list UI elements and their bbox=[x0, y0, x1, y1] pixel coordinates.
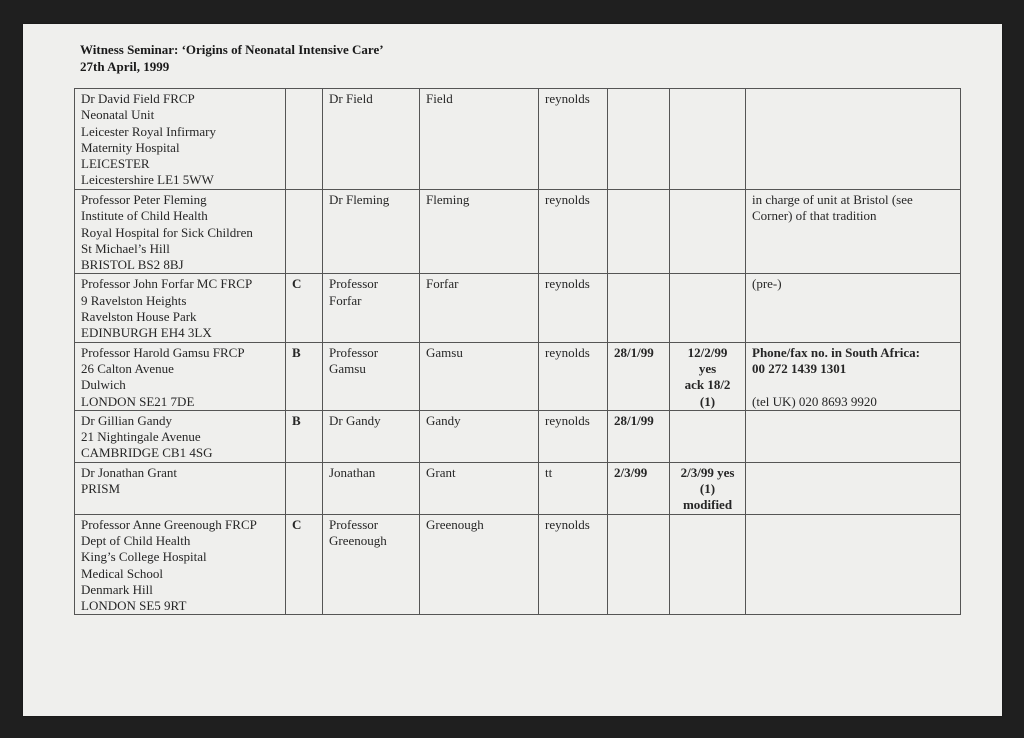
notes-cell bbox=[746, 410, 961, 462]
address-cell bbox=[75, 342, 286, 410]
reply-line: (1) bbox=[699, 481, 716, 497]
address-line: Medical School bbox=[81, 565, 163, 581]
address-cell bbox=[75, 410, 286, 462]
notes-line: Corner) of that tradition bbox=[752, 208, 877, 224]
address-line: Neonatal Unit bbox=[81, 107, 155, 123]
salutation-cell bbox=[323, 514, 420, 615]
surname-cell: Forfar bbox=[420, 274, 539, 342]
notes-cell bbox=[746, 462, 961, 514]
reply-cell bbox=[670, 274, 746, 342]
date-sent-cell bbox=[608, 514, 670, 615]
address-line: CAMBRIDGE CB1 4SG bbox=[81, 445, 213, 461]
table-row bbox=[75, 342, 961, 410]
address-line: 26 Calton Avenue bbox=[81, 360, 174, 376]
salutation-line: Greenough bbox=[329, 532, 387, 548]
salutation-cell bbox=[323, 462, 420, 514]
address-line: Dr David Field FRCP bbox=[81, 91, 195, 106]
date-sent-cell: 28/1/99 bbox=[608, 342, 670, 410]
address-cell bbox=[75, 89, 286, 190]
table-row bbox=[75, 514, 961, 615]
category-cell: B bbox=[286, 342, 323, 410]
category-cell: C bbox=[286, 274, 323, 342]
table-row bbox=[75, 89, 961, 190]
date-sent-cell: 28/1/99 bbox=[608, 410, 670, 462]
address-line: King’s College Hospital bbox=[81, 549, 207, 565]
surname-cell: Fleming bbox=[420, 190, 539, 274]
address-line: Institute of Child Health bbox=[81, 208, 208, 224]
table-row bbox=[75, 410, 961, 462]
reply-line: (1) bbox=[699, 393, 716, 409]
address-line: Professor Harold Gamsu FRCP bbox=[81, 344, 245, 360]
address-cell bbox=[75, 190, 286, 274]
category-cell bbox=[286, 462, 323, 514]
contact-cell: reynolds bbox=[539, 342, 608, 410]
salutation-line: Gamsu bbox=[329, 360, 366, 376]
surname-cell: Gandy bbox=[420, 410, 539, 462]
notes-line: 00 272 1439 1301 bbox=[752, 360, 847, 376]
category-cell bbox=[286, 89, 323, 190]
salutation-cell bbox=[323, 89, 420, 190]
salutation-cell bbox=[323, 342, 420, 410]
date-sent-cell bbox=[608, 89, 670, 190]
notes-line: in charge of unit at Bristol (see bbox=[752, 192, 913, 207]
contact-cell: reynolds bbox=[539, 514, 608, 615]
salutation-line: Professor bbox=[329, 344, 379, 360]
reply-line: 2/3/99 yes bbox=[680, 464, 735, 480]
address-line: Dr Gillian Gandy bbox=[81, 412, 172, 428]
surname-cell: Greenough bbox=[420, 514, 539, 615]
salutation-line: Dr Field bbox=[329, 91, 373, 106]
table-body bbox=[75, 89, 961, 615]
reply-line: modified bbox=[682, 497, 733, 513]
reply-line: ack 18/2 bbox=[684, 377, 731, 393]
contact-cell: reynolds bbox=[539, 190, 608, 274]
address-line: Dr Jonathan Grant bbox=[81, 464, 178, 480]
salutation-cell bbox=[323, 410, 420, 462]
category-cell: C bbox=[286, 514, 323, 615]
address-line: PRISM bbox=[81, 481, 121, 497]
address-line: Dulwich bbox=[81, 377, 126, 393]
table-row bbox=[75, 462, 961, 514]
contact-cell: tt bbox=[539, 462, 608, 514]
document-header bbox=[80, 41, 384, 75]
salutation-line: Jonathan bbox=[329, 464, 376, 480]
reply-cell bbox=[670, 89, 746, 190]
address-line: Maternity Hospital bbox=[81, 139, 180, 155]
category-cell: B bbox=[286, 410, 323, 462]
contact-cell: reynolds bbox=[539, 274, 608, 342]
surname-cell: Grant bbox=[420, 462, 539, 514]
reply-cell bbox=[670, 190, 746, 274]
address-line: LEICESTER bbox=[81, 156, 150, 172]
reply-cell bbox=[670, 342, 746, 410]
contact-cell: reynolds bbox=[539, 410, 608, 462]
address-line: Dept of Child Health bbox=[81, 532, 191, 548]
address-line: LONDON SE21 7DE bbox=[81, 393, 195, 409]
date-sent-cell bbox=[608, 190, 670, 274]
salutation-cell bbox=[323, 190, 420, 274]
header-title: Witness Seminar: ‘Origins of Neonatal Intensive Care’ bbox=[80, 42, 384, 57]
notes-cell bbox=[746, 190, 961, 274]
witness-list-table bbox=[74, 88, 961, 615]
date-sent-cell: 2/3/99 bbox=[608, 462, 670, 514]
contact-cell: reynolds bbox=[539, 89, 608, 190]
salutation-line: Forfar bbox=[329, 292, 362, 308]
notes-cell bbox=[746, 274, 961, 342]
address-line: 21 Nightingale Avenue bbox=[81, 429, 201, 445]
surname-cell: Gamsu bbox=[420, 342, 539, 410]
reply-line: yes bbox=[698, 360, 717, 376]
address-cell bbox=[75, 274, 286, 342]
address-cell bbox=[75, 462, 286, 514]
notes-line: Phone/fax no. in South Africa: bbox=[752, 344, 920, 360]
salutation-line: Dr Gandy bbox=[329, 412, 381, 428]
reply-cell bbox=[670, 410, 746, 462]
address-line: Professor John Forfar MC FRCP bbox=[81, 276, 253, 292]
notes-line: (pre-) bbox=[752, 276, 782, 292]
notes-cell bbox=[746, 342, 961, 410]
reply-line: 12/2/99 bbox=[687, 344, 728, 360]
address-line: Professor Anne Greenough FRCP bbox=[81, 516, 257, 532]
date-sent-cell bbox=[608, 274, 670, 342]
reply-cell bbox=[670, 462, 746, 514]
address-line: EDINBURGH EH4 3LX bbox=[81, 325, 212, 341]
address-line: Royal Hospital for Sick Children bbox=[81, 224, 253, 240]
salutation-line: Dr Fleming bbox=[329, 192, 390, 207]
address-line: Professor Peter Fleming bbox=[81, 192, 207, 207]
address-line: LONDON SE5 9RT bbox=[81, 598, 187, 614]
surname-cell: Field bbox=[420, 89, 539, 190]
notes-cell bbox=[746, 514, 961, 615]
category-cell bbox=[286, 190, 323, 274]
address-line: BRISTOL BS2 8BJ bbox=[81, 257, 184, 273]
header-date: 27th April, 1999 bbox=[80, 59, 170, 74]
table-row bbox=[75, 190, 961, 274]
salutation-cell bbox=[323, 274, 420, 342]
address-line: 9 Ravelston Heights bbox=[81, 292, 187, 308]
notes-line: (tel UK) 020 8693 9920 bbox=[752, 393, 877, 409]
salutation-line: Professor bbox=[329, 516, 379, 532]
address-line: Leicester Royal Infirmary bbox=[81, 123, 216, 139]
address-line: St Michael’s Hill bbox=[81, 240, 170, 256]
notes-line bbox=[752, 377, 954, 393]
address-cell bbox=[75, 514, 286, 615]
notes-cell bbox=[746, 89, 961, 190]
salutation-line: Professor bbox=[329, 276, 379, 292]
table-row bbox=[75, 274, 961, 342]
reply-cell bbox=[670, 514, 746, 615]
address-line: Ravelston House Park bbox=[81, 309, 197, 325]
address-line: Denmark Hill bbox=[81, 581, 153, 597]
address-line: Leicestershire LE1 5WW bbox=[81, 172, 214, 188]
